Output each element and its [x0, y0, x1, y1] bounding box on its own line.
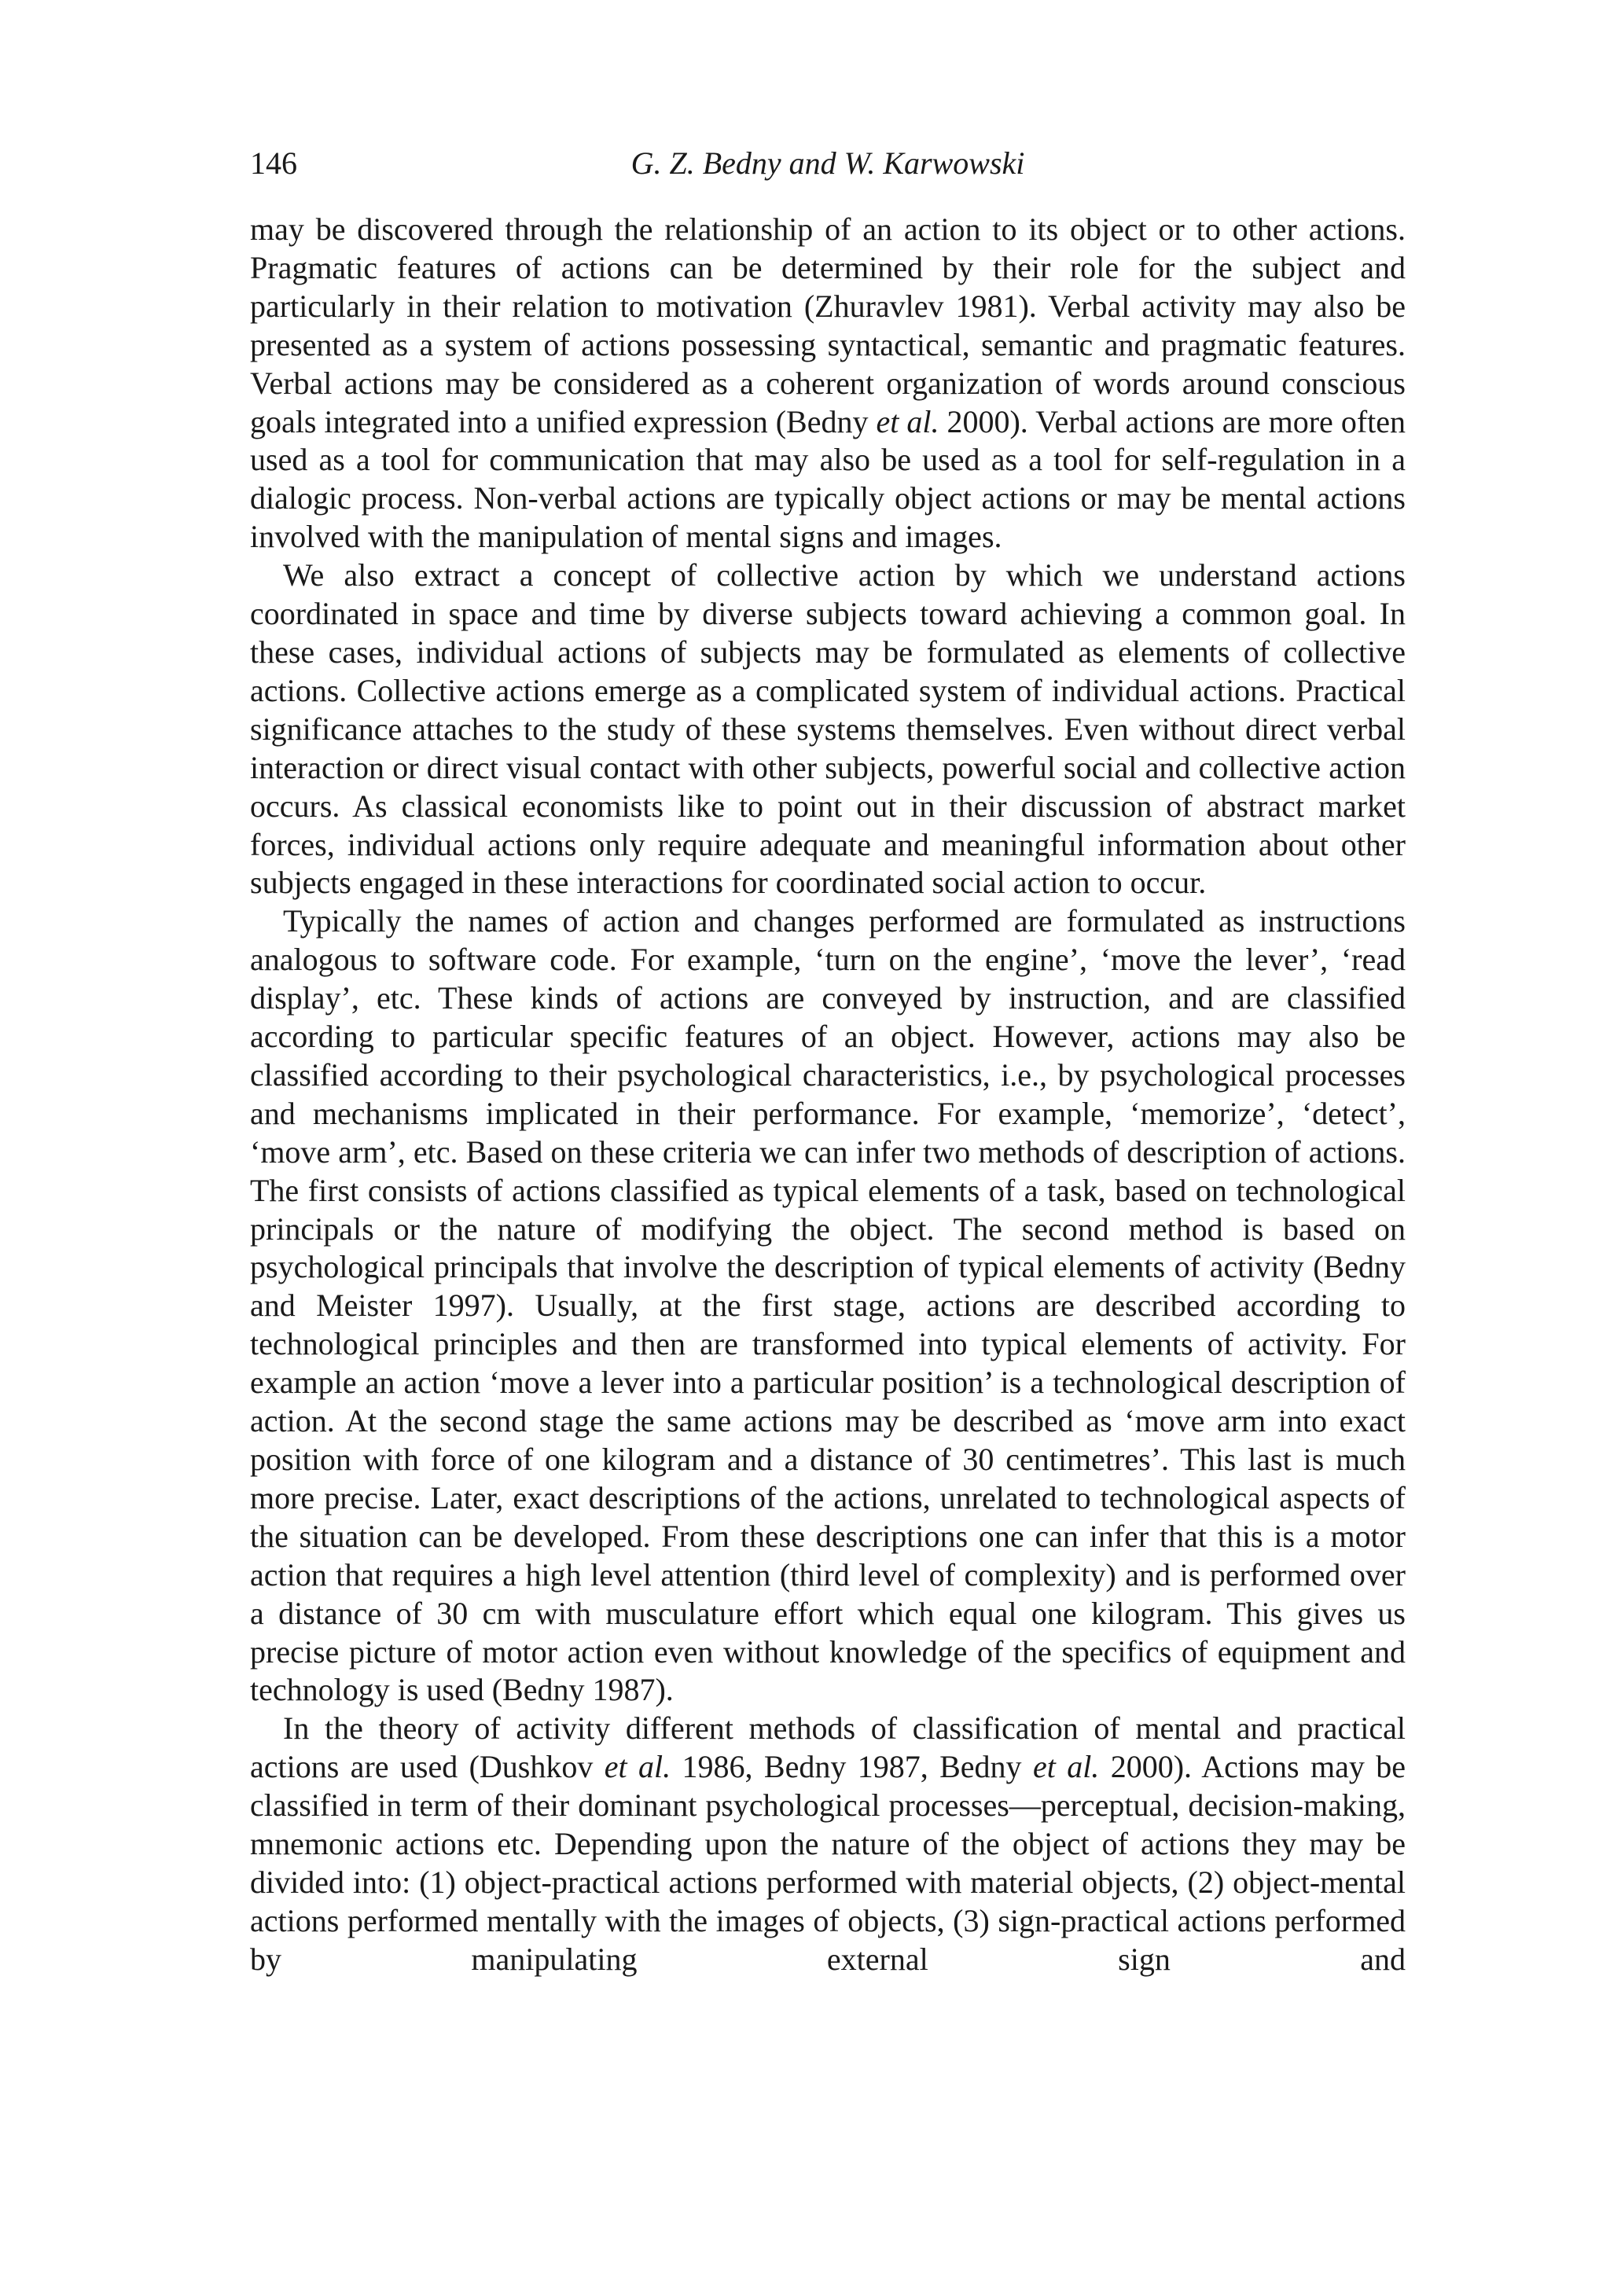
text-segment: 2000). Actions may be classified in term of their dominant psychological processes—perceptual, decision-making, mnemonic actions etc. Depending upon the nature of the object of actions they may be divided into: (1) object-practical actions performed with material objects, (2) object-mental actions performed mentally with the images of objects, (3) sign-practical actions performed by manipulating external sign and [250, 1749, 1406, 1977]
text-segment: We also extract a concept of collective action by which we understand actions coordinated in space and time by diverse subjects toward achieving a common goal. In these cases, individual actions of subjects may be formulated as elements of collective actions. Collective actions emerge as a complicated system of individual actions. Practical significance attaches to the study of these systems themselves. Even without direct verbal interaction or direct visual contact with other subjects, powerful social and collective action occurs. As classical economists like to point out in their discussion of abstract market forces, individual actions only require adequate and meaningful information about other subjects engaged in these interactions for coordinated social action to occur. [250, 557, 1406, 901]
text-segment: 2000). Verbal actions are more often used as a tool for communication that may also be used as a tool for self-regulation in a dialogic process. Non-verbal actions are typically object actions or may be mental actions involved with the manipulation of mental signs and images. [250, 403, 1406, 555]
paragraph-3 [250, 902, 1406, 1710]
italic-citation: et al. [604, 1749, 671, 1785]
paragraph-1 [250, 211, 1406, 557]
body-text [250, 211, 1406, 1979]
paragraph-2 [250, 557, 1406, 902]
paragraph-4 [250, 1710, 1406, 1978]
running-head: G. Z. Bedny and W. Karwowski [630, 145, 1025, 181]
page-header [250, 140, 1406, 187]
text-segment: 1986, Bedny 1987, Bedny [671, 1749, 1033, 1785]
text-segment: Typically the names of action and changes performed are formulated as instructions analogous to software code. For example, ‘turn on the engine’, ‘move the lever’, ‘read display’, etc. These kinds of actions are conveyed by instruction, and are classified according to particular specific features of an object. However, actions may also be classified according to their psychological characteristics, i.e., by psychological processes and mechanisms implicated in their performance. For example, ‘memorize’, ‘detect’, ‘move arm’, etc. Based on these criteria we can infer two methods of description of actions. The first consists of actions classified as typical elements of a task, based on technological principals or the nature of modifying the object. The second method is based on psychological principals that involve the description of typical elements of activity (Bedny and Meister 1997). Usually, at the first stage, actions are described according to technological principles and then are transformed into typical elements of activity. For example an action ‘move a lever into a particular position’ is a technological description of action. At the second stage the same actions may be described as ‘move arm into exact position with force of one kilogram and a distance of 30 centimetres’. This last is much more precise. Later, exact descriptions of the actions, unrelated to technological aspects of the situation can be developed. From these descriptions one can infer that this is a motor action that requires a high level attention (third level of complexity) and is performed over a distance of 30 cm with musculature effort which equal one kilogram. This gives us precise picture of motor action even without knowledge of the specifics of equipment and technology is used (Bedny 1987). [250, 903, 1406, 1708]
italic-citation: et al. [876, 403, 939, 439]
text-segment: may be discovered through the relationship of an action to its object or to other actions. Pragmatic features of actions can be determined by their role for the subject and particularly in their relation to motivation (Zhuravlev 1981). Verbal activity may also be presented as a system of actions possessing syntactical, semantic and pragmatic features. Verbal actions may be considered as a coherent organization of words around conscious goals integrated into a unified expression (Bedny [250, 211, 1406, 439]
italic-citation: et al. [1032, 1749, 1100, 1785]
page-number: 146 [250, 145, 297, 181]
text-segment: In the theory of activity different methods of classification of mental and practical actions are used (Dushkov [250, 1710, 1406, 1785]
